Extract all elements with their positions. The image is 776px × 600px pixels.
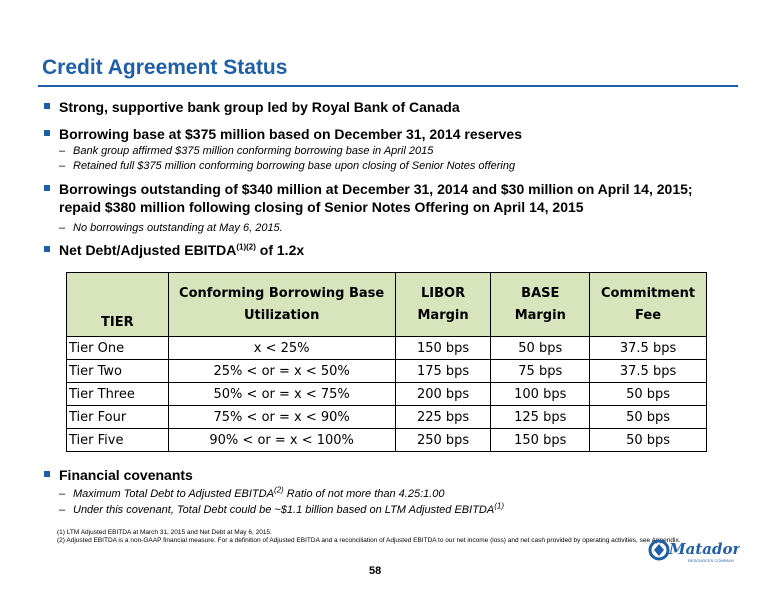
- cell-base: 75 bps: [491, 360, 590, 383]
- bullet-text-line2: repaid $380 million following closing of Senior Notes Offering on April 14, 2015: [59, 199, 584, 215]
- bullet-borrowing-base: [59, 125, 749, 143]
- dash-icon: –: [59, 222, 66, 234]
- bullet-square-icon: [44, 103, 50, 109]
- table-row: [67, 429, 707, 452]
- cell-fee: 37.5 bps: [590, 337, 707, 360]
- cell-libor: 200 bps: [395, 383, 491, 406]
- table-row: [67, 406, 707, 429]
- cell-utilization: 75% < or = x < 90%: [168, 406, 395, 429]
- sub-bullet: [59, 159, 516, 173]
- col-header-libor: [395, 273, 491, 337]
- sub-bullet-text: No borrowings outstanding at May 6, 2015.: [73, 222, 283, 234]
- bullet-text: Borrowing base at $375 million based on December 31, 2014 reserves: [59, 126, 522, 142]
- col-header-base: [491, 273, 590, 337]
- table-row: [67, 337, 707, 360]
- title-divider: [38, 85, 738, 87]
- bullet-square-icon: [44, 246, 50, 252]
- footnote-ref: (1): [494, 501, 504, 511]
- bullet-net-debt: [59, 241, 749, 259]
- cell-base: 100 bps: [491, 383, 590, 406]
- cell-base: 50 bps: [491, 337, 590, 360]
- col-header-tier: TIER: [67, 273, 169, 337]
- logo-subtext: RESOURCES COMPANY: [688, 558, 735, 563]
- cell-fee: 50 bps: [590, 383, 707, 406]
- sub-bullet-text: Bank group affirmed $375 million conforming borrowing base in April 2015: [73, 145, 434, 157]
- header-line: Margin: [417, 307, 469, 323]
- cell-fee: 37.5 bps: [590, 360, 707, 383]
- table-header-row: [67, 273, 707, 337]
- pricing-grid-table: [66, 272, 707, 452]
- cell-libor: 250 bps: [395, 429, 491, 452]
- cell-tier: Tier Four: [67, 406, 169, 429]
- sub-bullet-text-suffix: Ratio of not more than 4.25:1.00: [283, 488, 445, 500]
- sub-bullet: [59, 221, 283, 235]
- header-line: Commitment: [601, 285, 696, 301]
- cell-tier: Tier Five: [67, 429, 169, 452]
- cell-tier: Tier One: [67, 337, 169, 360]
- header-line: Margin: [514, 307, 566, 323]
- page-title: Credit Agreement Status: [42, 56, 288, 79]
- footnote-ref: (2): [273, 485, 284, 495]
- sub-bullet-text: Under this covenant, Total Debt could be ~$1.1 billion based on LTM Adjusted EBITDA: [73, 504, 495, 516]
- header-line: BASE: [521, 285, 560, 301]
- cell-libor: 225 bps: [395, 406, 491, 429]
- footnote-ref: (1)(2): [236, 242, 256, 252]
- cell-fee: 50 bps: [590, 406, 707, 429]
- cell-fee: 50 bps: [590, 429, 707, 452]
- sub-bullet: [59, 485, 445, 501]
- dash-icon: –: [59, 145, 66, 157]
- page-number: 58: [369, 565, 382, 577]
- table-row: [67, 360, 707, 383]
- dash-icon: –: [59, 160, 66, 172]
- bullet-borrowings-outstanding: [59, 180, 749, 216]
- footnote-1: (1) LTM Adjusted EBITDA at March 31, 2015 and Net Debt at May 6, 2015.: [57, 529, 272, 536]
- col-header-utilization: [168, 273, 395, 337]
- col-header-fee: [590, 273, 707, 337]
- cell-utilization: 25% < or = x < 50%: [168, 360, 395, 383]
- sub-bullet-text: Retained full $375 million conforming borrowing base upon closing of Senior Notes offering: [73, 160, 516, 172]
- header-line: Conforming Borrowing Base: [179, 285, 385, 301]
- bullet-text: Net Debt/Adjusted EBITDA: [59, 242, 237, 258]
- sub-bullet: [59, 144, 434, 158]
- header-line: LIBOR: [421, 285, 466, 301]
- header-line: Utilization: [243, 307, 320, 323]
- header-line: Fee: [635, 307, 662, 323]
- dash-icon: –: [59, 488, 66, 500]
- cell-base: 150 bps: [491, 429, 590, 452]
- bullet-text-suffix: of 1.2x: [255, 242, 305, 258]
- cell-tier: Tier Three: [67, 383, 169, 406]
- footnote-2: (2) Adjusted EBITDA is a non-GAAP financial measure. For a definition of Adjusted EBITDA and a reconciliation of Adjusted EBITDA to our net income (loss) and net cash provided by operating activities, see Appendix.: [57, 537, 681, 544]
- cell-utilization: 90% < or = x < 100%: [168, 429, 395, 452]
- bullet-square-icon: [44, 185, 50, 191]
- cell-utilization: x < 25%: [168, 337, 395, 360]
- bullet-text: Financial covenants: [59, 467, 193, 483]
- logo-wordmark: Matador: [669, 540, 740, 558]
- bullet-square-icon: [44, 130, 50, 136]
- cell-tier: Tier Two: [67, 360, 169, 383]
- matador-logo: [648, 536, 740, 566]
- dash-icon: –: [59, 504, 66, 516]
- bullet-text: Strong, supportive bank group led by Royal Bank of Canada: [59, 99, 460, 115]
- sub-bullet: [59, 501, 504, 517]
- cell-utilization: 50% < or = x < 75%: [168, 383, 395, 406]
- bullet-bank-group: [59, 98, 749, 116]
- logo-emblem-icon: [648, 536, 740, 566]
- bullet-text-line1: Borrowings outstanding of $340 million at December 31, 2014 and $30 million on April 14, 2015;: [59, 181, 693, 197]
- bullet-square-icon: [44, 471, 50, 477]
- cell-libor: 150 bps: [395, 337, 491, 360]
- sub-bullet-text: Maximum Total Debt to Adjusted EBITDA: [73, 488, 274, 500]
- cell-base: 125 bps: [491, 406, 590, 429]
- cell-libor: 175 bps: [395, 360, 491, 383]
- bullet-financial-covenants: [59, 466, 749, 484]
- table-row: [67, 383, 707, 406]
